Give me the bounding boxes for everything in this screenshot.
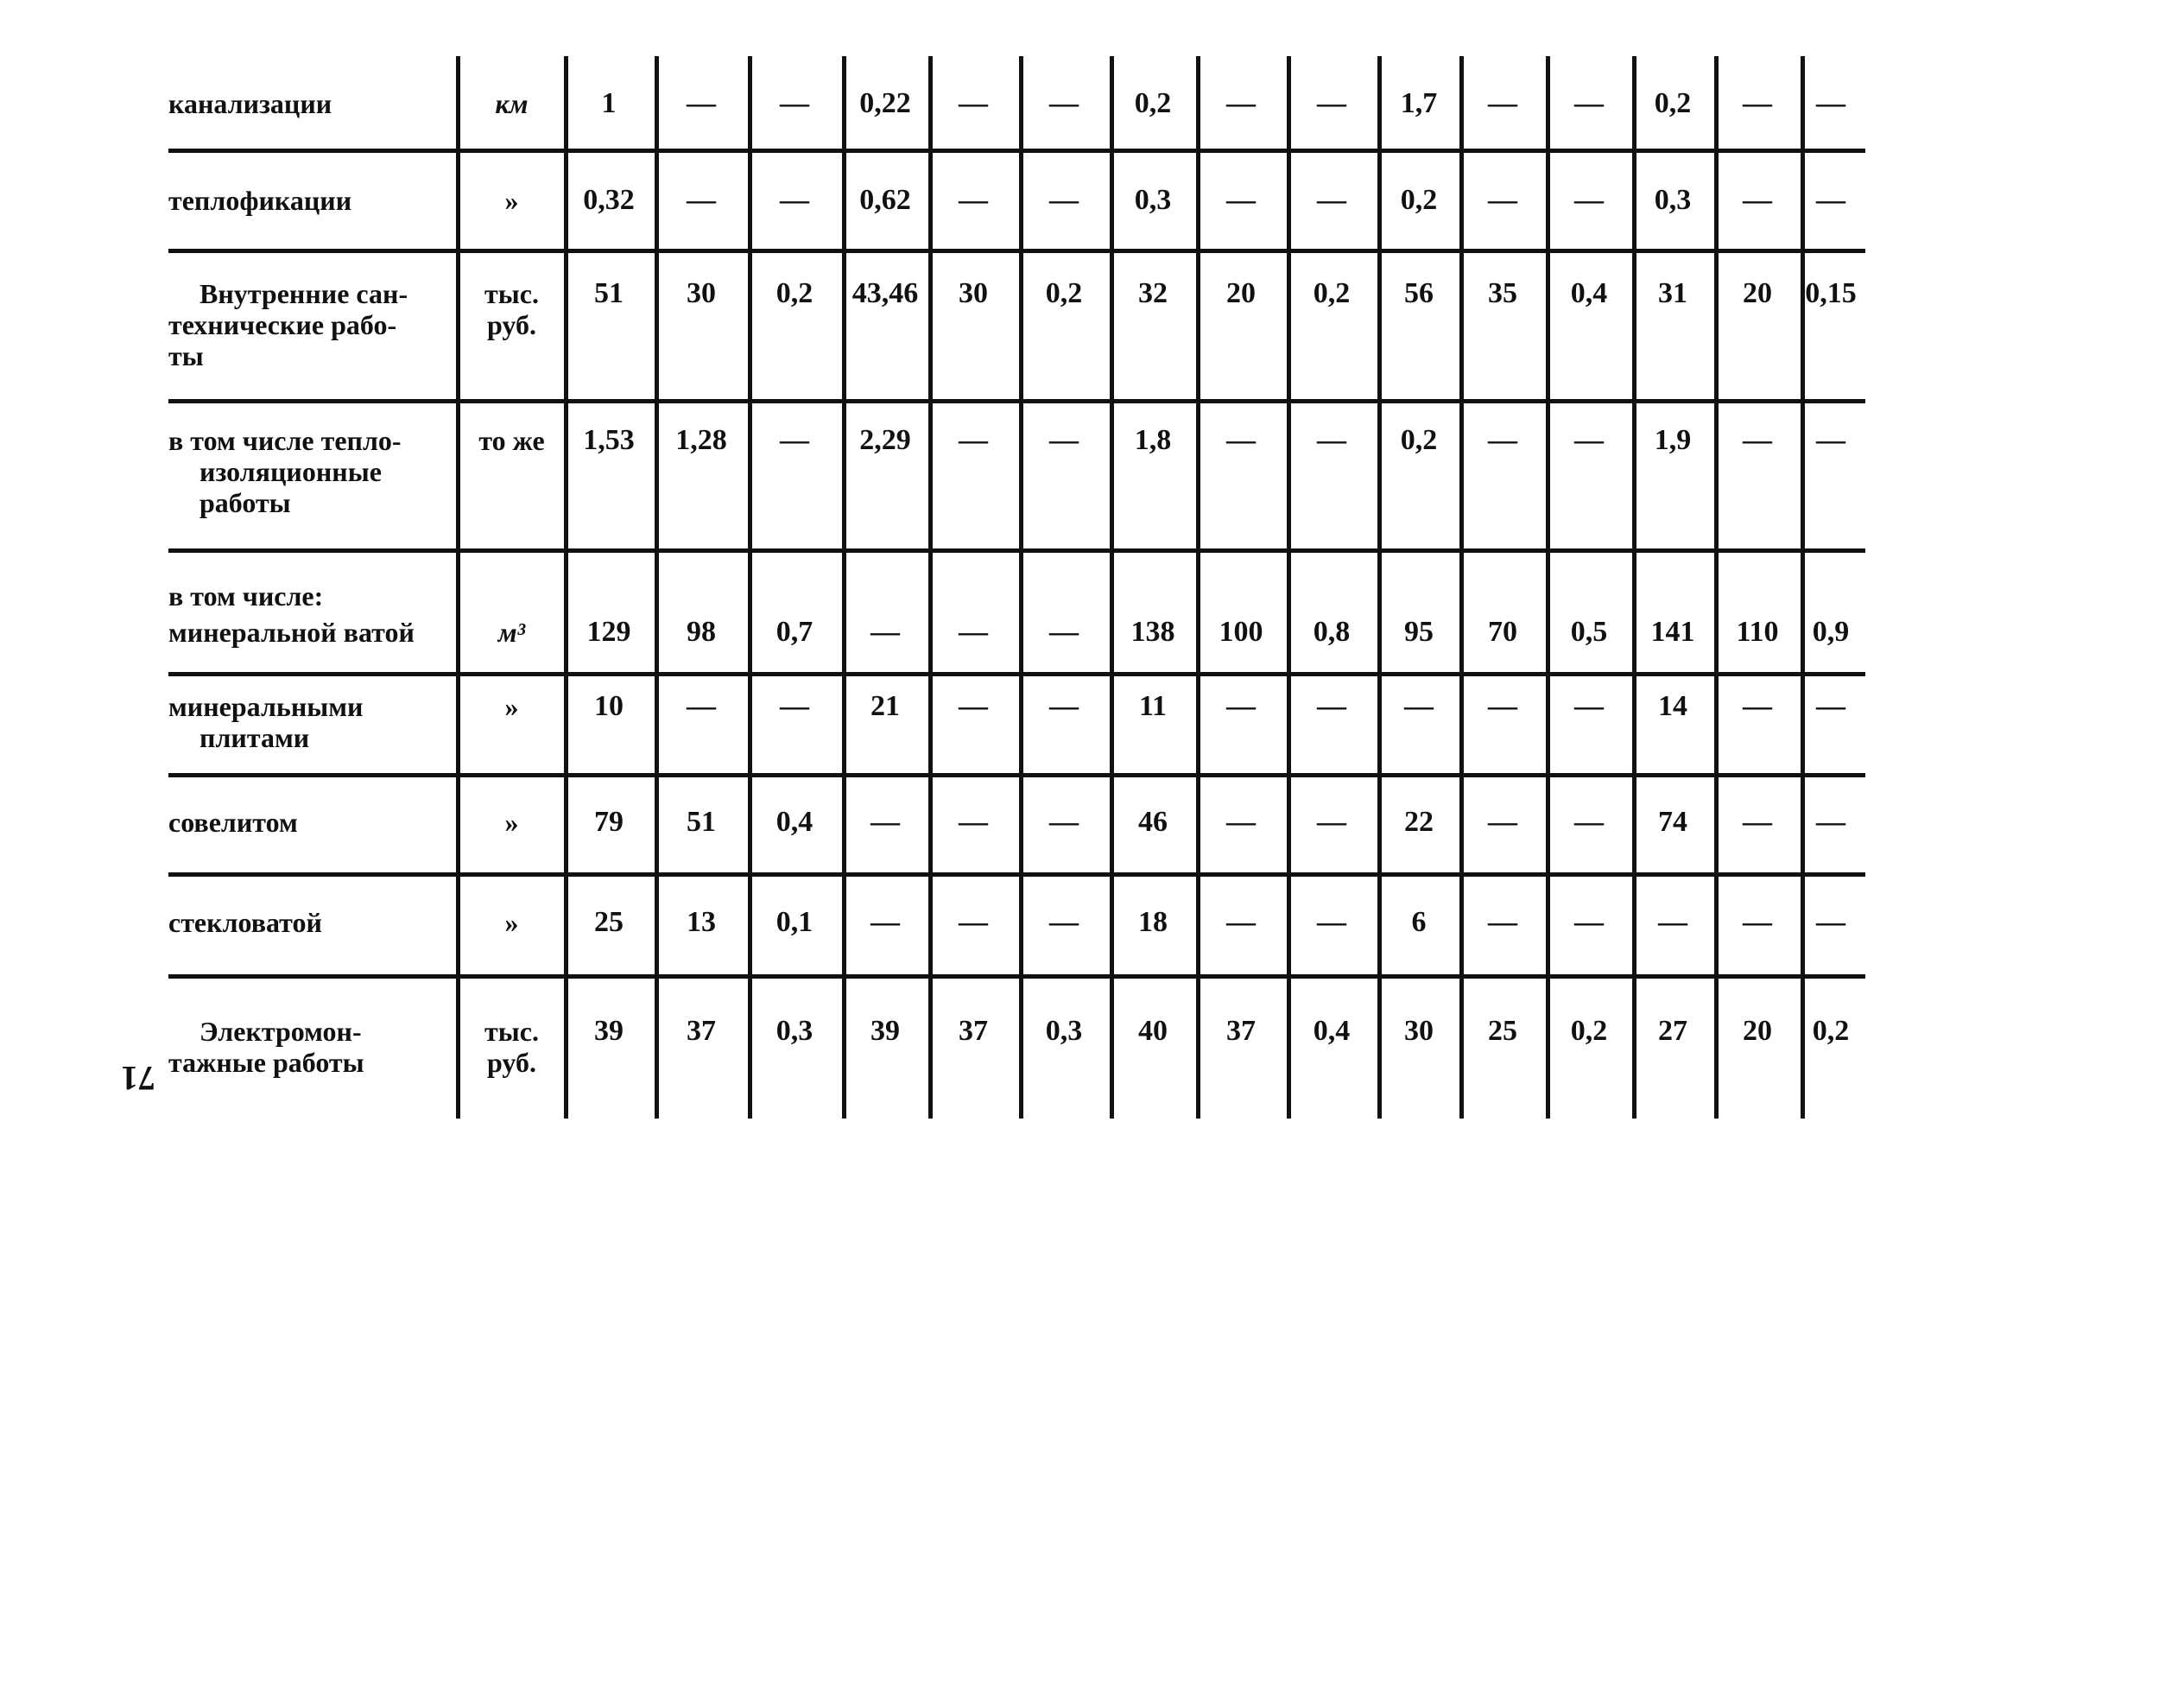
table-cell: — — [687, 184, 716, 216]
table-cell: — — [1226, 87, 1256, 119]
table-cell: 0,2 — [1400, 184, 1438, 216]
table-cell: — — [959, 906, 988, 938]
table-cell: 0,32 — [583, 184, 635, 216]
table-cell: — — [1488, 424, 1517, 456]
row-label: теплофикации — [168, 185, 352, 216]
table-cell: — — [1317, 806, 1346, 838]
table-cell: — — [780, 184, 809, 216]
table-cell: 20 — [1743, 1015, 1772, 1047]
table-cell: — — [1488, 690, 1517, 722]
table-cell: 22 — [1404, 806, 1434, 838]
table-cell: — — [1574, 806, 1604, 838]
table-cell: 70 — [1488, 616, 1517, 648]
table-cell: — — [870, 906, 900, 938]
table-cell: 0,3 — [775, 1015, 813, 1047]
table-cell: 30 — [959, 277, 988, 309]
row-rule — [168, 249, 1865, 253]
row-label — [168, 278, 445, 371]
table-cell: 31 — [1658, 277, 1687, 309]
table-cell: — — [1226, 424, 1256, 456]
row-unit: » — [504, 691, 519, 722]
table-cell: — — [870, 616, 900, 648]
table-cell: 0,9 — [1812, 616, 1850, 648]
table-cell: 0,3 — [1654, 184, 1692, 216]
table-cell: 37 — [1226, 1015, 1256, 1047]
row-rule — [168, 974, 1865, 979]
table-cell: 1 — [601, 87, 617, 119]
label-line: минеральной ватой — [168, 617, 415, 648]
table-cell: 138 — [1130, 616, 1175, 648]
row-rule — [168, 773, 1865, 777]
row-label: совелитом — [168, 807, 298, 838]
table-cell: — — [1816, 424, 1845, 456]
table-cell: — — [687, 690, 716, 722]
table-cell: 35 — [1488, 277, 1517, 309]
table-cell: — — [780, 690, 809, 722]
label-line: минеральными — [168, 691, 364, 722]
table-cell: — — [1488, 184, 1517, 216]
table-cell: — — [959, 806, 988, 838]
unit-line: руб. — [487, 1047, 536, 1078]
row-rule — [168, 399, 1865, 403]
table-cell: 0,4 — [1313, 1015, 1351, 1047]
label-line: изоляционные — [199, 456, 382, 487]
label-line: работы — [199, 487, 291, 518]
table-cell: — — [1816, 87, 1845, 119]
table-cell: 56 — [1404, 277, 1434, 309]
table-cell: 0,2 — [1654, 87, 1692, 119]
table-cell: — — [1743, 690, 1772, 722]
table-cell: 100 — [1219, 616, 1263, 648]
table-cell: — — [1816, 906, 1845, 938]
row-unit: км — [495, 88, 529, 119]
table-cell: 1,8 — [1134, 424, 1172, 456]
table-cell: 0,22 — [859, 87, 911, 119]
table-cell: 10 — [594, 690, 624, 722]
table-cell: — — [687, 87, 716, 119]
table-cell: 1,28 — [675, 424, 727, 456]
table-cell: — — [1317, 87, 1346, 119]
table-cell: — — [959, 424, 988, 456]
table-cell: — — [1488, 806, 1517, 838]
table-cell: — — [1317, 906, 1346, 938]
table-cell: — — [1574, 184, 1604, 216]
table-cell: — — [1049, 424, 1079, 456]
row-label: канализации — [168, 88, 332, 119]
table-cell: — — [959, 87, 988, 119]
table-cell: — — [1816, 184, 1845, 216]
table-cell: 21 — [870, 690, 900, 722]
table-cell: — — [1574, 87, 1604, 119]
table-cell: — — [780, 424, 809, 456]
table-cell: 14 — [1658, 690, 1687, 722]
row-rule — [168, 672, 1865, 676]
table-cell: 0,62 — [859, 184, 911, 216]
table-cell: — — [1574, 906, 1604, 938]
table-cell: 39 — [594, 1015, 624, 1047]
table-cell: 11 — [1138, 690, 1168, 722]
table-cell: — — [1226, 806, 1256, 838]
table-cell: 30 — [687, 277, 716, 309]
label-line: в том числе тепло- — [168, 425, 402, 456]
table-cell: 1,9 — [1654, 424, 1692, 456]
page-number: 71 — [121, 1059, 155, 1098]
row-unit — [462, 1016, 561, 1078]
table-cell: 0,2 — [1570, 1015, 1608, 1047]
table-cell: — — [1816, 690, 1845, 722]
row-unit: » — [504, 907, 519, 938]
row-rule — [168, 872, 1865, 877]
table-cell: — — [1049, 87, 1079, 119]
label-line: Внутренние сан- — [199, 278, 408, 309]
table-cell: 25 — [1488, 1015, 1517, 1047]
table-cell: 0,3 — [1045, 1015, 1083, 1047]
table-cell: — — [1743, 906, 1772, 938]
table-cell: — — [1743, 87, 1772, 119]
unit-line: тыс. — [484, 1016, 539, 1047]
table-cell: 13 — [687, 906, 716, 938]
table-cell: 37 — [959, 1015, 988, 1047]
table-cell: — — [959, 690, 988, 722]
table-cell: 18 — [1138, 906, 1168, 938]
table-cell: 110 — [1736, 616, 1779, 648]
table-cell: 37 — [687, 1015, 716, 1047]
table-cell: 98 — [687, 616, 716, 648]
row-unit: м³ — [497, 617, 526, 648]
table-cell: — — [1226, 906, 1256, 938]
table-cell: 129 — [586, 616, 631, 648]
table-cell: 0,5 — [1570, 616, 1608, 648]
row-rule — [168, 149, 1865, 153]
label-line: Электромон- — [199, 1016, 362, 1047]
table-cell: 51 — [594, 277, 624, 309]
label-line: технические рабо- — [168, 309, 397, 340]
unit-line: тыс. — [484, 278, 539, 309]
table-cell: — — [1317, 690, 1346, 722]
table-cell: 0,2 — [1134, 87, 1172, 119]
table-cell: — — [1226, 184, 1256, 216]
table-cell: 40 — [1138, 1015, 1168, 1047]
table-cell: — — [1488, 87, 1517, 119]
table-cell: 141 — [1650, 616, 1695, 648]
table-cell: — — [1488, 906, 1517, 938]
label-line: ты — [168, 340, 204, 371]
table-cell: 0,4 — [775, 806, 813, 838]
unit-line: руб. — [487, 309, 536, 340]
table-cell: 2,29 — [859, 424, 911, 456]
table-cell: 0,15 — [1805, 277, 1857, 309]
table-cell: 6 — [1411, 906, 1427, 938]
table-cell: — — [1658, 906, 1687, 938]
table-cell: 0,2 — [1045, 277, 1083, 309]
table-cell: 32 — [1138, 277, 1168, 309]
table-cell: 0,8 — [1313, 616, 1351, 648]
table-cell: — — [1574, 424, 1604, 456]
row-label — [168, 425, 445, 518]
table-cell: 0,7 — [775, 616, 813, 648]
table-cell: 25 — [594, 906, 624, 938]
label-line: тажные работы — [168, 1047, 364, 1078]
table-cell: 0,1 — [775, 906, 813, 938]
table-cell: — — [959, 616, 988, 648]
row-label — [168, 691, 445, 753]
table-cell: — — [1049, 690, 1079, 722]
table-cell: 0,2 — [775, 277, 813, 309]
row-label — [168, 1016, 445, 1078]
row-unit: » — [504, 185, 519, 216]
table-cell: 20 — [1226, 277, 1256, 309]
table-cell: — — [1743, 806, 1772, 838]
table-cell: 0,2 — [1400, 424, 1438, 456]
table-cell: — — [870, 806, 900, 838]
table-cell: 1,53 — [583, 424, 635, 456]
table-cell: — — [1049, 906, 1079, 938]
table-cell: — — [1226, 690, 1256, 722]
label-line: в том числе: — [168, 580, 324, 612]
table-cell: — — [1317, 184, 1346, 216]
table-cell: 0,2 — [1812, 1015, 1850, 1047]
table-cell: 74 — [1658, 806, 1687, 838]
table-cell: 43,46 — [851, 277, 919, 309]
table-cell: — — [1743, 424, 1772, 456]
column-rule — [456, 56, 460, 1119]
table-cell: 79 — [594, 806, 624, 838]
table-cell: 0,3 — [1134, 184, 1172, 216]
row-label — [168, 580, 445, 648]
table-cell: — — [1404, 690, 1434, 722]
row-unit: то же — [478, 425, 545, 456]
table-cell: 30 — [1404, 1015, 1434, 1047]
row-unit: » — [504, 807, 519, 838]
table-cell: — — [959, 184, 988, 216]
table-cell: — — [1816, 806, 1845, 838]
table-cell: 0,4 — [1570, 277, 1608, 309]
table-cell: 95 — [1404, 616, 1434, 648]
table-cell: — — [1743, 184, 1772, 216]
row-unit — [462, 278, 561, 340]
table-cell: — — [1317, 424, 1346, 456]
table-cell: 27 — [1658, 1015, 1687, 1047]
table-cell: 51 — [687, 806, 716, 838]
label-line: плитами — [199, 722, 310, 753]
row-label: стекловатой — [168, 907, 322, 938]
table-cell: 1,7 — [1400, 87, 1438, 119]
table-cell: 0,2 — [1313, 277, 1351, 309]
table-cell: 46 — [1138, 806, 1168, 838]
table-cell: — — [1574, 690, 1604, 722]
table-cell: — — [1049, 616, 1079, 648]
table-cell: — — [780, 87, 809, 119]
table-cell: 20 — [1743, 277, 1772, 309]
table-cell: — — [1049, 184, 1079, 216]
table-cell: 39 — [870, 1015, 900, 1047]
row-rule — [168, 548, 1865, 553]
table-cell: — — [1049, 806, 1079, 838]
